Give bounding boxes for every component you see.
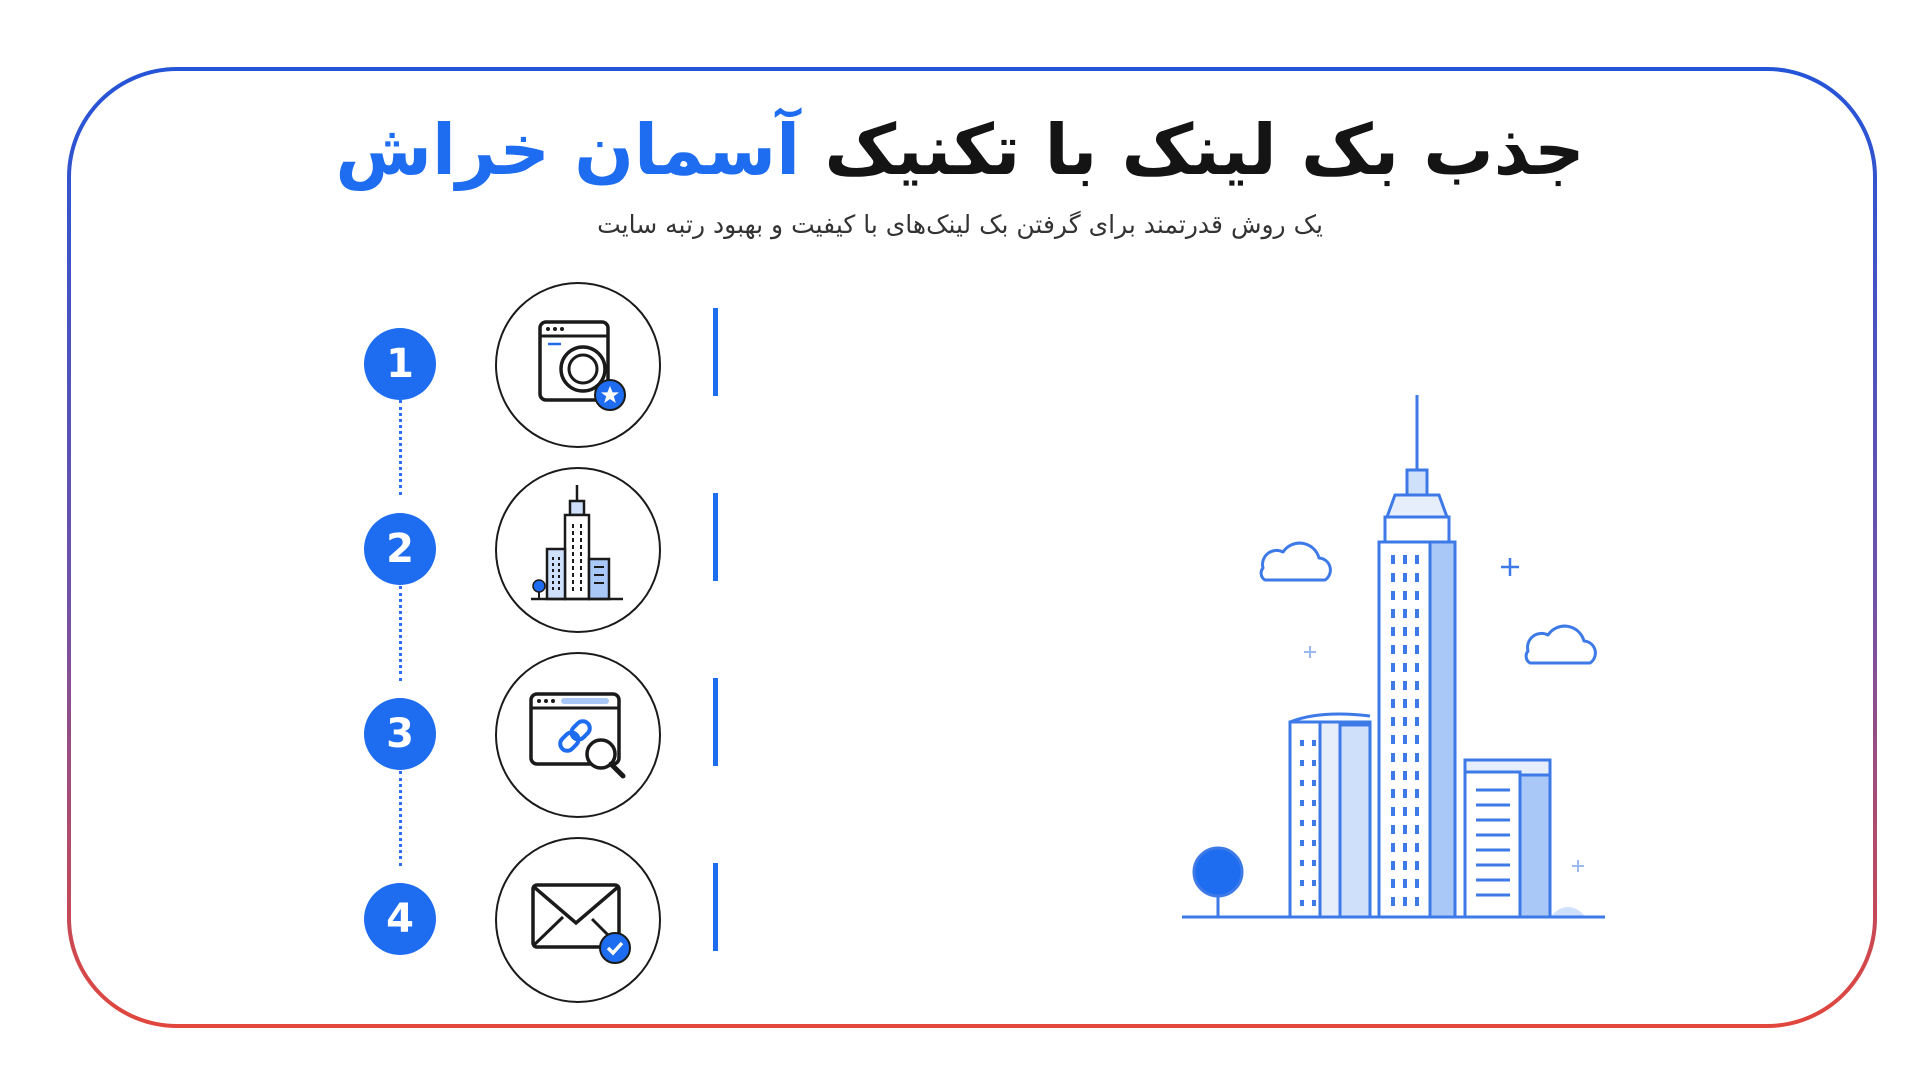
- step-number-badge: 1: [364, 328, 436, 400]
- envelope-check-icon: [497, 839, 658, 1000]
- step-accent-bar: [713, 493, 718, 581]
- step-number-badge: 3: [364, 698, 436, 770]
- step-number-badge: 4: [364, 883, 436, 955]
- title-dark-text: جذب بک لینک با تکنیک: [824, 109, 1585, 191]
- skyscraper-illustration: [1180, 380, 1610, 950]
- step-connector: [399, 771, 402, 866]
- cloud-icon: [1261, 543, 1330, 580]
- step-connector: [399, 400, 402, 495]
- step-icon-circle: [495, 282, 661, 448]
- skyscraper-icon: [497, 469, 658, 630]
- title-highlight-text: آسمان خراش: [335, 109, 801, 191]
- step-accent-bar: [713, 678, 718, 766]
- sparkle-icon: [1501, 558, 1519, 576]
- step-accent-bar: [713, 308, 718, 396]
- step-accent-bar: [713, 863, 718, 951]
- browser-link-search-icon: [497, 654, 658, 815]
- cloud-icon: [1526, 626, 1595, 663]
- step-icon-circle: [495, 652, 661, 818]
- step-icon-circle: [495, 837, 661, 1003]
- browser-search-star-icon: [497, 284, 658, 445]
- step-icon-circle: [495, 467, 661, 633]
- page-title: [0, 100, 1920, 200]
- page-subtitle: یک روش قدرتمند برای گرفتن بک لینک‌های با کیفیت و بهبود رتبه سایت: [597, 210, 1323, 239]
- step-connector: [399, 586, 402, 681]
- step-number-badge: 2: [364, 513, 436, 585]
